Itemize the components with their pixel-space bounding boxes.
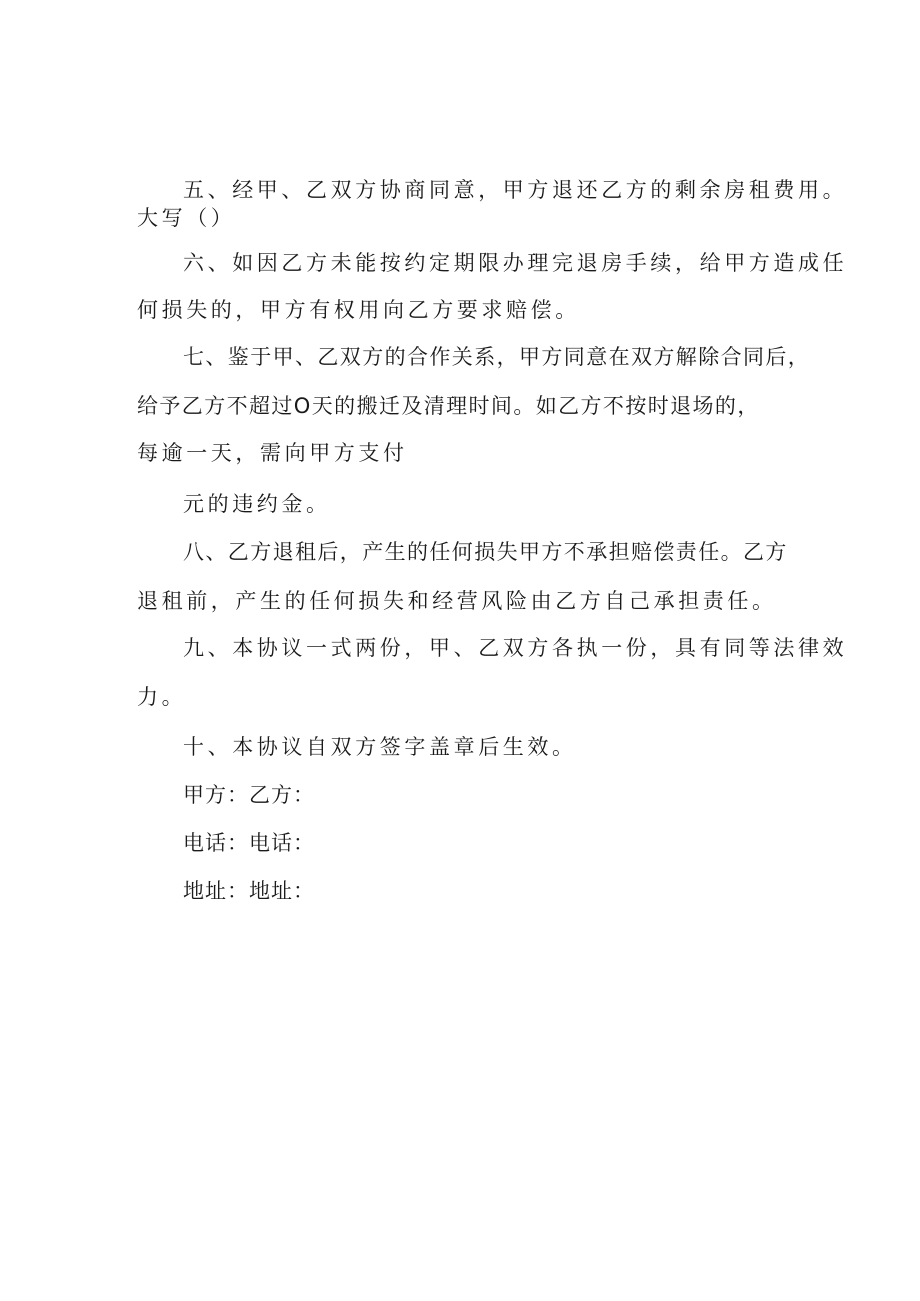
- signature-parties: 甲方：乙方：: [183, 783, 315, 807]
- clause-5-line-1: 五、经甲、乙双方协商同意，甲方退还乙方的剩余房租费用。: [183, 178, 848, 202]
- clause-7-line-1: 七、鉴于甲、乙双方的合作关系，甲方同意在双方解除合同后，: [183, 345, 811, 369]
- clause-10-line-1: 十、本协议自双方签字盖章后生效。: [183, 735, 577, 759]
- clause-8-line-2: 退租前，产生的任何损失和经营风险由乙方自己承担责任。: [137, 589, 777, 613]
- clause-7-line-2: 给予乙方不超过O天的搬迁及清理时间。如乙方不按时退场的，: [137, 394, 760, 418]
- signature-phones: 电话：电话：: [183, 831, 315, 855]
- signature-addresses: 地址：地址：: [183, 879, 315, 903]
- clause-8-line-1: 八、乙方退租后，产生的任何损失甲方不承担赔偿责任。乙方: [183, 540, 788, 564]
- clause-9-line-2: 力。: [137, 685, 187, 709]
- clause-7-line-3: 每逾一天，需向甲方支付: [137, 441, 408, 465]
- clause-6-line-1: 六、如因乙方未能按约定期限办理完退房手续，给甲方造成任: [183, 251, 848, 275]
- clause-6-line-2: 何损失的，甲方有权用向乙方要求赔偿。: [137, 298, 580, 322]
- clause-5-line-2: 大写（）: [137, 206, 236, 230]
- clause-9-line-1: 九、本协议一式两份，甲、乙双方各执一份，具有同等法律效: [183, 636, 848, 660]
- clause-7-line-4: 元的违约金。: [183, 492, 331, 516]
